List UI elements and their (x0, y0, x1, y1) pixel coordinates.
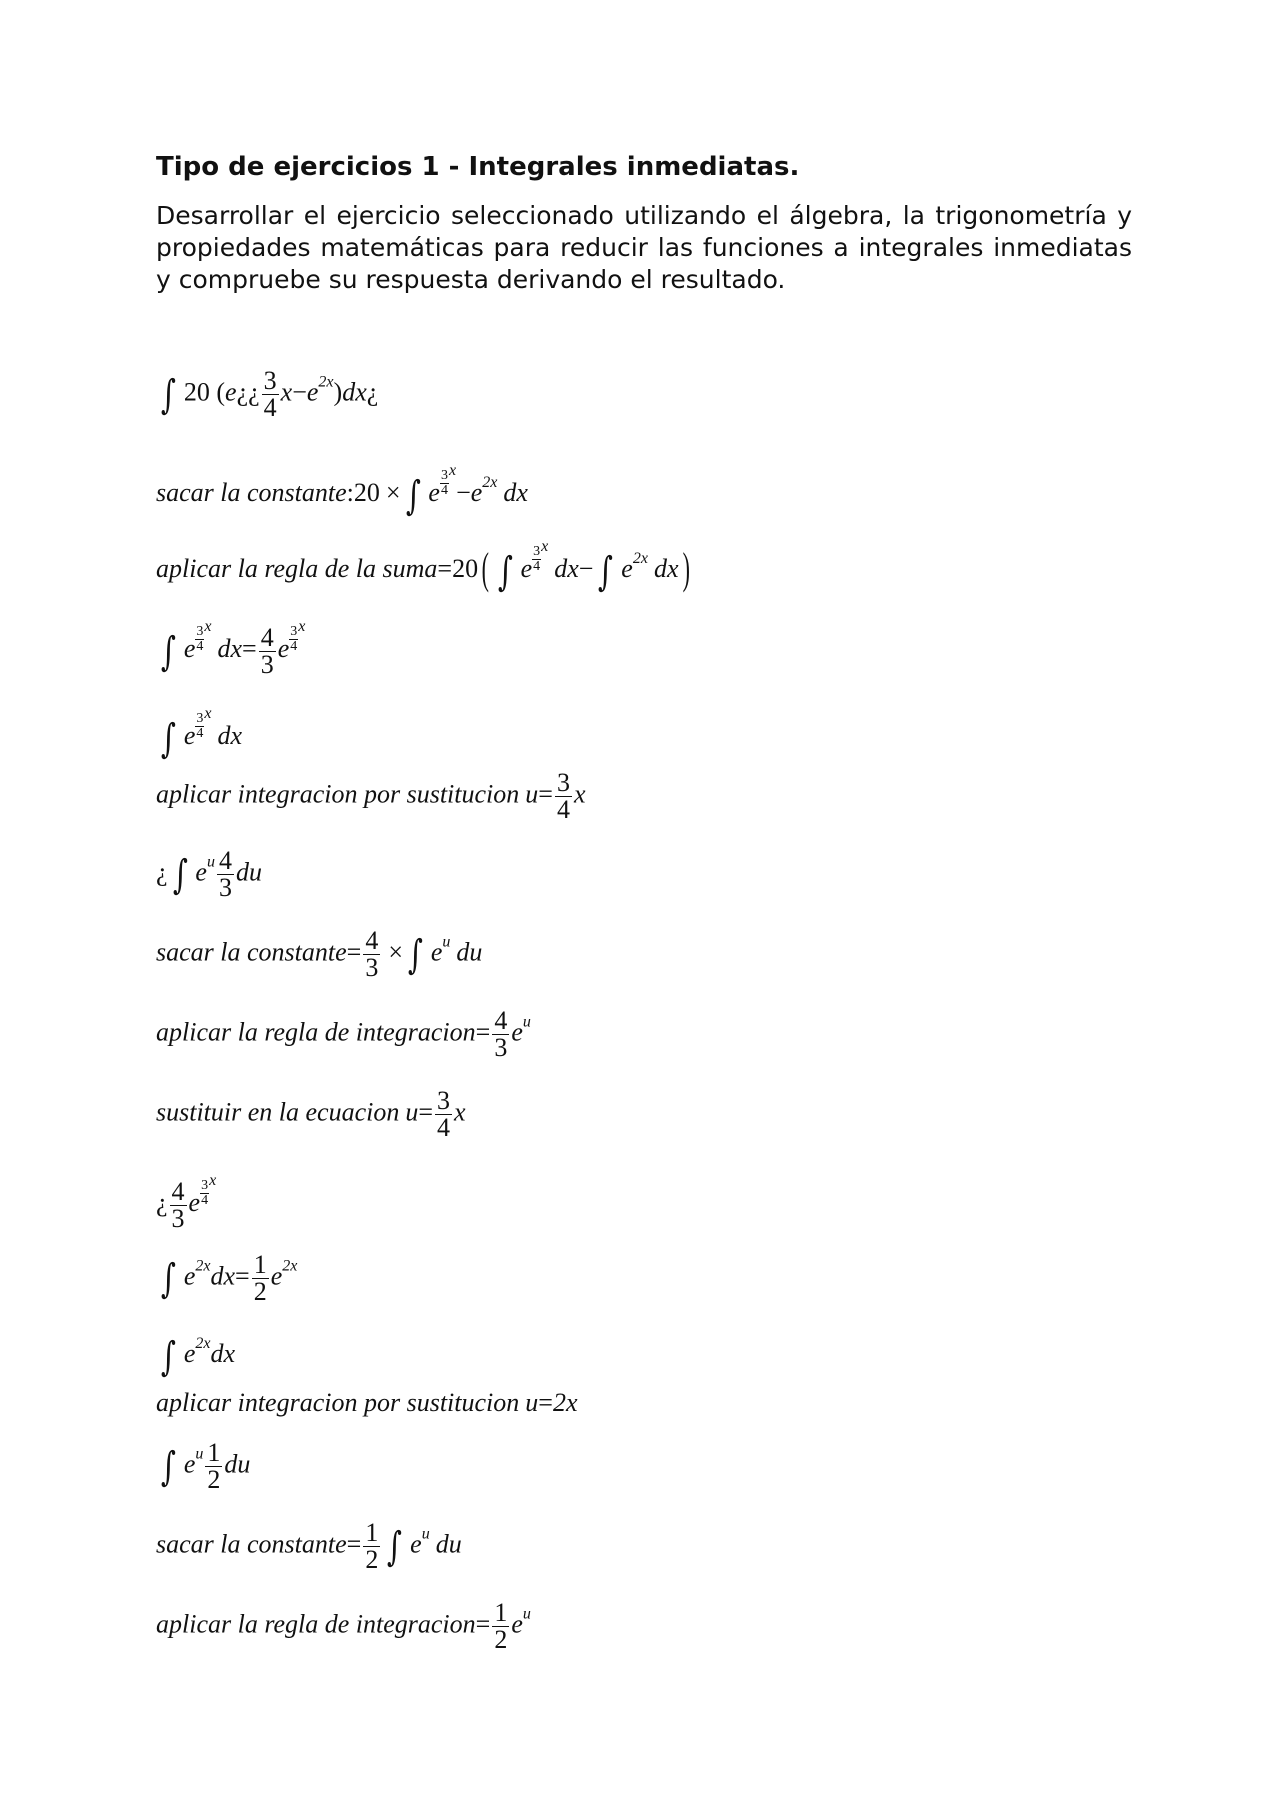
differential: dx (210, 1339, 236, 1368)
exponent-variable: x (204, 705, 212, 722)
symbol-e: e (470, 478, 483, 507)
exponent: u (522, 1013, 531, 1031)
exercise-instructions: Desarrollar el ejercicio seleccionado utilizando el álgebra, la trigonometría y propiedades matemáticas para reducir las funciones a integrales inmediatas y compruebe su respuesta derivando el resultado. (156, 201, 1132, 294)
exponent: 2x (632, 550, 648, 567)
exponent: 2x (195, 1257, 211, 1275)
symbol-e: e (183, 1339, 196, 1368)
symbol-e: e (188, 1188, 201, 1217)
exponent-variable: x (209, 1172, 217, 1189)
fraction: $\frac{4}{3}$ (218, 846, 232, 902)
coefficient: 20 (183, 377, 210, 407)
operator: = (475, 1017, 491, 1047)
symbol-e: e (511, 1017, 523, 1047)
variable: x (454, 1097, 466, 1127)
integral-sign: ∫ (160, 372, 176, 419)
exponent-fraction: $\frac{3}{4}$ (196, 624, 204, 654)
fraction: $\frac{4}{3}$ (494, 1006, 508, 1062)
math-line-substitution-2 (156, 1388, 577, 1418)
coefficient: 20 (452, 554, 479, 583)
operator: × (388, 937, 403, 967)
step-label: aplicar la regla de la suma (156, 554, 438, 583)
glyph: ¿ (236, 377, 249, 407)
exponent: 2x (318, 373, 334, 391)
exponent-fraction: $\frac{3}{4}$ (533, 544, 541, 574)
step-label: sacar la constante (156, 1529, 347, 1559)
integral-sign: ∫ (160, 716, 176, 762)
operator: = (538, 1388, 553, 1417)
differential: du (224, 1449, 251, 1479)
symbol-e: e (430, 937, 443, 967)
operator: = (242, 634, 257, 663)
variable-u: u (525, 1388, 539, 1417)
variable-u: u (525, 779, 539, 809)
math-line-integral-e34x (156, 705, 242, 762)
math-line-substituted-integral-2 (156, 1440, 250, 1493)
differential: dx (554, 554, 579, 583)
symbol-e: e (270, 1261, 283, 1291)
math-line-back-substitute (156, 1088, 466, 1141)
exponent-fraction: $\frac{3}{4}$ (201, 1178, 209, 1208)
differential: du (235, 857, 262, 887)
step-label: sustituir en la ecuacion (156, 1097, 400, 1127)
integral-sign: ∫ (160, 1256, 176, 1303)
math-line-integration-rule (156, 1008, 531, 1061)
operator: = (475, 1609, 491, 1639)
operator: : (346, 478, 354, 507)
fraction: $\frac{1}{2}$ (494, 1598, 508, 1654)
differential: dx (503, 478, 528, 507)
step-label: aplicar integracion por sustitucion (156, 779, 520, 809)
symbol-e: e (183, 1449, 196, 1479)
math-line-result-1 (156, 618, 305, 678)
symbol-e: e (520, 554, 533, 583)
operator: = (235, 1261, 250, 1291)
integral-sign: ∫ (160, 629, 176, 675)
operator: = (346, 1529, 362, 1559)
symbol-e: e (183, 1261, 196, 1291)
math-line-result-2 (156, 1252, 297, 1305)
operator: − (456, 478, 471, 507)
differential: dx (217, 634, 243, 663)
symbol-e: e (621, 554, 633, 583)
math-line-substituted-integral (156, 848, 262, 901)
step-label: sacar la constante (156, 937, 347, 967)
symbol-e: e (277, 634, 290, 663)
fraction: $\frac{1}{2}$ (253, 1250, 267, 1306)
symbol-e: e (183, 634, 196, 663)
operator: − (578, 554, 594, 583)
exponent: 2x (482, 474, 498, 491)
step-label: aplicar integracion por sustitucion (156, 1388, 520, 1417)
fraction: $\frac{3}{4}$ (437, 1086, 451, 1142)
differential: du (456, 937, 483, 967)
math-line-integral-e2x (156, 1334, 235, 1380)
differential: dx (217, 721, 243, 750)
symbol-e: e (410, 1529, 422, 1559)
glyph: ¿ (366, 377, 379, 407)
integral-sign: ∫ (387, 1524, 403, 1571)
fraction: $\frac{4}{3}$ (365, 926, 379, 982)
symbol-e: e (183, 721, 196, 750)
exponent: u (195, 1445, 204, 1463)
fraction: $\frac{3}{4}$ (556, 768, 570, 824)
operator: = (538, 779, 553, 809)
integral-sign: ∫ (172, 852, 188, 899)
fraction: $\frac{4}{3}$ (171, 1176, 185, 1233)
math-line-sum-rule: aplicar la regla de la suma=20( ∫ e $\frac{3}{4}$ $^x$dx− ∫ $e^{2x}$ dx) (156, 538, 690, 595)
integral-sign: ∫ (598, 549, 614, 595)
substitution-value: 2x (552, 1388, 578, 1417)
operator: − (292, 377, 307, 407)
math-line-integration-rule-2 (156, 1600, 531, 1653)
symbol-e: e (195, 857, 207, 887)
operator: = (346, 937, 362, 967)
differential: dx (653, 554, 679, 583)
exponent: u (206, 853, 215, 871)
integral-sign: ∫ (160, 1444, 176, 1491)
integral-sign: ∫ (497, 549, 513, 595)
operator: = (418, 1097, 434, 1127)
exponent: 2x (282, 1257, 298, 1275)
exponent-fraction: $\frac{3}{4}$ (290, 624, 298, 654)
glyph: ¿ (156, 857, 168, 887)
step-label: aplicar la regla de integracion (156, 1017, 476, 1047)
exponent-variable: x (298, 618, 306, 635)
variable: x (280, 377, 293, 407)
step-label: aplicar la regla de integracion (156, 1609, 476, 1639)
math-line-constant-2 (156, 928, 482, 981)
symbol-e: e (225, 377, 237, 407)
integral-sign: ∫ (405, 473, 421, 519)
fraction: $\frac{1}{2}$ (207, 1438, 221, 1494)
exponent-variable: x (541, 538, 549, 555)
math-line-substitution (156, 770, 585, 823)
exponent: u (522, 1605, 531, 1623)
exponent-variable: x (204, 618, 212, 635)
differential: dx (210, 1261, 236, 1291)
operator: × (385, 478, 401, 507)
variable-u: u (405, 1097, 419, 1127)
symbol-e: e (511, 1609, 523, 1639)
exponent-fraction: $\frac{3}{4}$ (440, 468, 448, 498)
symbol-e: e (306, 377, 319, 407)
fraction: $\frac{4}{3}$ (260, 622, 274, 679)
math-line-original-integral: ∫ 20 (e¿¿ $\frac{3}{4}$ $x-e^{2x})dx¿$ (160, 366, 379, 422)
exponent: 2x (195, 1335, 211, 1352)
exponent-variable: x (448, 462, 457, 479)
fraction: $\frac{1}{2}$ (365, 1518, 379, 1574)
coefficient: 20 (353, 478, 380, 507)
exponent-fraction: $\frac{3}{4}$ (196, 711, 204, 741)
operator: = (437, 554, 453, 583)
symbol-e: e (428, 478, 440, 507)
integral-sign: ∫ (407, 932, 423, 979)
math-line-constant (156, 462, 528, 519)
math-line-constant-3 (156, 1520, 462, 1573)
exponent: u (442, 933, 451, 951)
glyph: ¿ (248, 377, 260, 407)
variable: x (573, 779, 586, 809)
integral-sign: ∫ (160, 1334, 176, 1380)
differential: du (435, 1529, 462, 1559)
fraction: $\frac{3}{4}$ (263, 366, 277, 422)
exercise-heading: Tipo de ejercicios 1 - Integrales inmediatas. (156, 152, 800, 182)
math-line-result-e34x (156, 1172, 216, 1232)
glyph: ¿ (156, 1188, 168, 1217)
exponent: u (421, 1525, 430, 1543)
step-label: sacar la constante (156, 478, 347, 507)
differential: dx (342, 377, 367, 407)
